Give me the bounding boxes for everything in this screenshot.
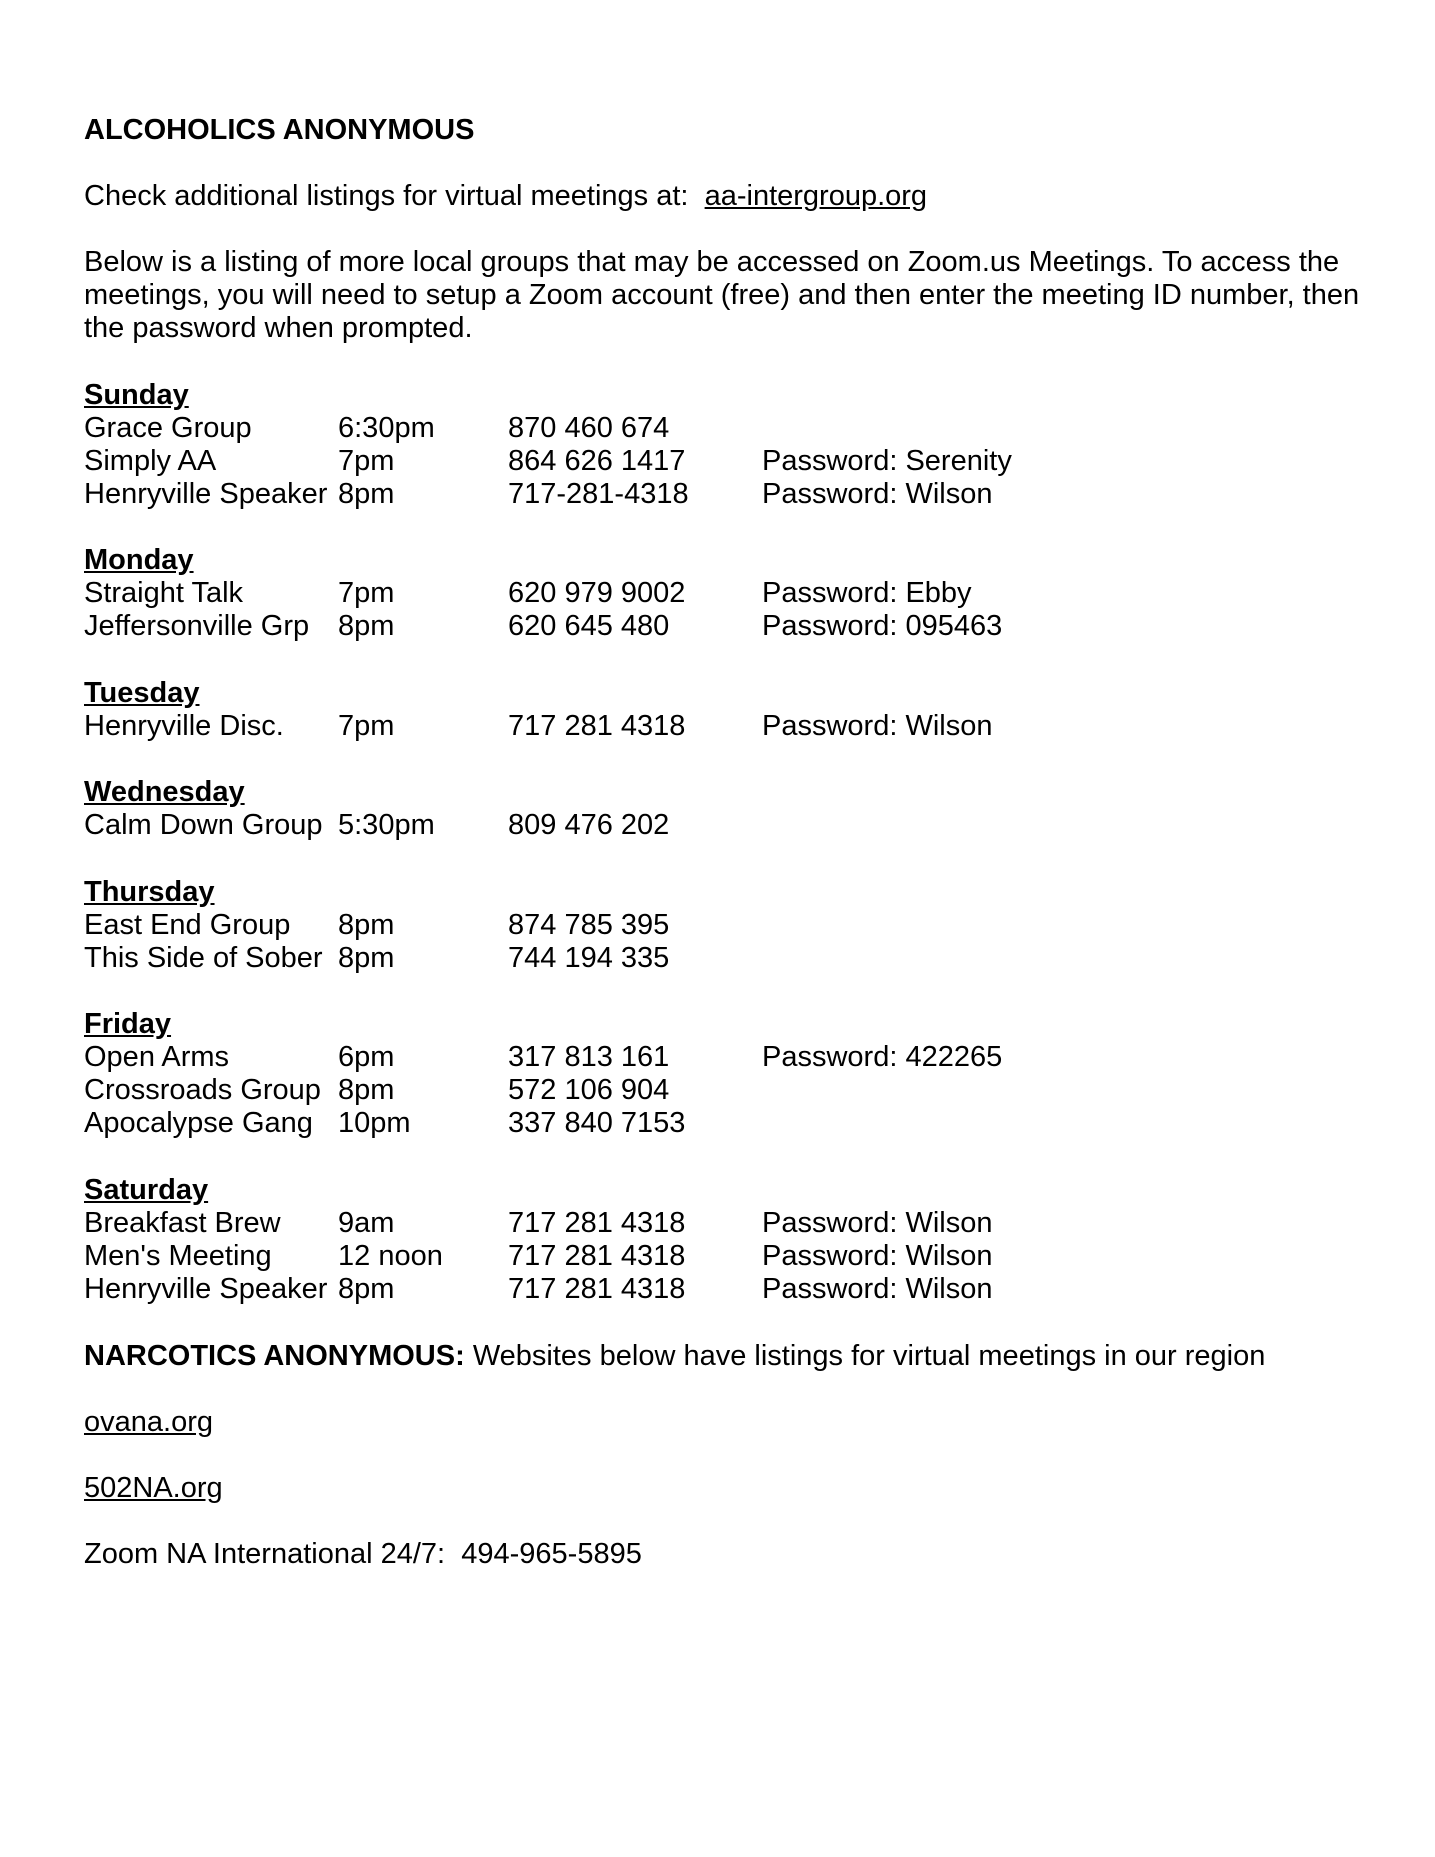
meeting-id: 620 645 480 — [508, 610, 670, 642]
zoom-na-line — [84, 1538, 1364, 1571]
meeting-group: Henryville Speaker — [84, 1273, 328, 1305]
meeting-group: Calm Down Group — [84, 809, 323, 841]
meeting-group: Crossroads Group — [84, 1074, 321, 1106]
meeting-password — [762, 412, 1162, 445]
meeting-time: 10pm — [338, 1107, 411, 1139]
aa-intergroup-link[interactable]: aa-intergroup.org — [704, 180, 928, 212]
na-heading-description: Websites below have listings for virtual meetings in our region — [472, 1340, 1266, 1372]
meeting-row — [84, 1107, 1364, 1140]
meeting-id: 864 626 1417 — [508, 445, 686, 477]
meeting-password: Password: 095463 — [762, 610, 1003, 642]
meeting-id: 717 281 4318 — [508, 710, 686, 742]
day-block-tuesday — [84, 677, 1364, 743]
meeting-password — [762, 1107, 1162, 1140]
meeting-row — [84, 1207, 1364, 1240]
day-block-friday — [84, 1008, 1364, 1140]
meeting-id: 744 194 335 — [508, 942, 670, 974]
meeting-group: Straight Talk — [84, 577, 244, 609]
meeting-row — [84, 1041, 1364, 1074]
meeting-time: 8pm — [338, 478, 395, 510]
meeting-row — [84, 710, 1364, 743]
day-heading: Thursday — [84, 876, 215, 908]
na-heading: NARCOTICS ANONYMOUS: — [84, 1340, 465, 1372]
meeting-time: 7pm — [338, 710, 395, 742]
meeting-time: 7pm — [338, 445, 395, 477]
meeting-group: Open Arms — [84, 1041, 230, 1073]
meeting-password: Password: 422265 — [762, 1041, 1003, 1073]
check-listings-text: Check additional listings for virtual meetings at: — [84, 180, 689, 212]
meeting-row — [84, 577, 1364, 610]
na-heading-line — [84, 1340, 1364, 1373]
meeting-password — [762, 909, 1162, 942]
zoom-na-phone: 494-965-5895 — [461, 1538, 642, 1570]
meeting-password: Password: Wilson — [762, 1273, 993, 1305]
meeting-group: East End Group — [84, 909, 291, 941]
meeting-id: 870 460 674 — [508, 412, 670, 444]
meeting-time: 5:30pm — [338, 809, 435, 841]
meeting-group: This Side of Sober — [84, 942, 323, 974]
day-block-monday — [84, 544, 1364, 643]
meeting-password: Password: Wilson — [762, 478, 993, 510]
meeting-password: Password: Ebby — [762, 577, 972, 609]
meeting-group: Simply AA — [84, 445, 217, 477]
meeting-schedule — [84, 379, 1364, 1306]
aa-heading: ALCOHOLICS ANONYMOUS — [84, 114, 475, 146]
meeting-time: 8pm — [338, 909, 395, 941]
meeting-password: Password: Serenity — [762, 445, 1012, 477]
meeting-row — [84, 942, 1364, 975]
meeting-time: 8pm — [338, 1273, 395, 1305]
meeting-group: Men's Meeting — [84, 1240, 272, 1272]
meeting-row — [84, 478, 1364, 511]
meeting-id: 717-281-4318 — [508, 478, 689, 510]
meeting-password — [762, 1074, 1162, 1107]
meeting-id: 317 813 161 — [508, 1041, 670, 1073]
meeting-time: 6:30pm — [338, 412, 435, 444]
meeting-group: Jeffersonville Grp — [84, 610, 310, 642]
meeting-row — [84, 909, 1364, 942]
meeting-password: Password: Wilson — [762, 1207, 993, 1239]
meeting-row — [84, 445, 1364, 478]
meeting-row — [84, 1273, 1364, 1306]
meeting-group: Breakfast Brew — [84, 1207, 281, 1239]
check-listings-line — [84, 180, 1364, 213]
day-heading: Saturday — [84, 1174, 209, 1206]
meeting-row — [84, 412, 1364, 445]
day-heading: Wednesday — [84, 776, 245, 808]
zoom-na-label: Zoom NA International 24/7: — [84, 1538, 446, 1570]
day-block-saturday — [84, 1174, 1364, 1306]
meeting-time: 12 noon — [338, 1240, 443, 1272]
meeting-id: 809 476 202 — [508, 809, 670, 841]
meeting-id: 717 281 4318 — [508, 1273, 686, 1305]
day-block-thursday — [84, 876, 1364, 975]
meeting-time: 7pm — [338, 577, 395, 609]
meeting-time: 6pm — [338, 1041, 395, 1073]
meeting-group: Apocalypse Gang — [84, 1107, 313, 1139]
meeting-id: 874 785 395 — [508, 909, 670, 941]
day-heading: Friday — [84, 1008, 172, 1040]
meeting-time: 8pm — [338, 942, 395, 974]
meeting-password: Password: Wilson — [762, 1240, 993, 1272]
meeting-password — [762, 809, 1162, 842]
day-block-wednesday — [84, 776, 1364, 842]
meeting-id: 620 979 9002 — [508, 577, 686, 609]
meeting-group: Henryville Speaker — [84, 478, 328, 510]
meeting-row — [84, 1074, 1364, 1107]
meeting-row — [84, 1240, 1364, 1273]
day-block-sunday — [84, 379, 1364, 511]
meeting-time: 8pm — [338, 1074, 395, 1106]
meeting-id: 572 106 904 — [508, 1074, 670, 1106]
meeting-password — [762, 942, 1162, 975]
meeting-time: 8pm — [338, 610, 395, 642]
meeting-id: 337 840 7153 — [508, 1107, 686, 1139]
intro-paragraph: Below is a listing of more local groups that may be accessed on Zoom.us Meetings. To access the meetings, you will need to setup a Zoom account (free) and then enter the meeting ID number, then the password when prompted. — [84, 246, 1360, 344]
document-page — [84, 114, 1364, 1571]
meeting-id: 717 281 4318 — [508, 1207, 686, 1239]
meeting-row — [84, 809, 1364, 842]
502na-link[interactable]: 502NA.org — [84, 1472, 223, 1504]
meeting-id: 717 281 4318 — [508, 1240, 686, 1272]
day-heading: Sunday — [84, 379, 189, 411]
day-heading: Monday — [84, 544, 194, 576]
meeting-password: Password: Wilson — [762, 710, 993, 742]
ovana-link[interactable]: ovana.org — [84, 1406, 213, 1438]
meeting-group: Henryville Disc. — [84, 710, 284, 742]
meeting-row — [84, 610, 1364, 643]
day-heading: Tuesday — [84, 677, 200, 709]
meeting-group: Grace Group — [84, 412, 252, 444]
meeting-time: 9am — [338, 1207, 395, 1239]
